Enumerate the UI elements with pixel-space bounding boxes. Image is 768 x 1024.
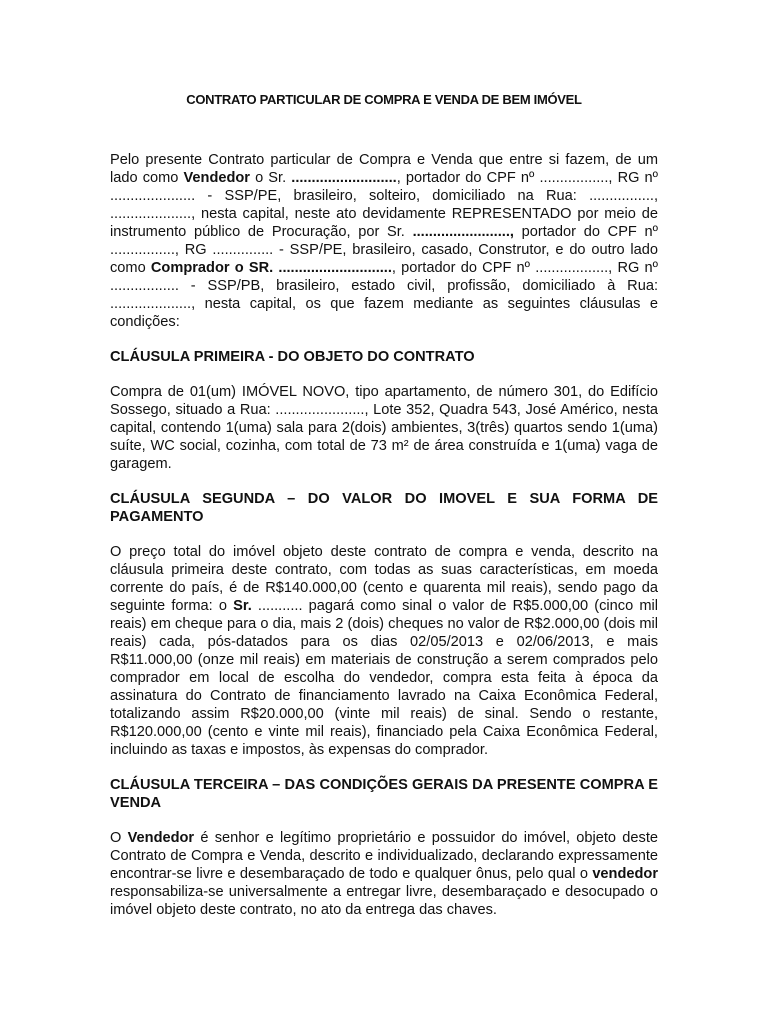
clause-3-run: é senhor e legítimo proprietário e possuidor do imóvel, objeto deste Contrato de Compra e Venda, descrito e individualizado, declarando expressamente encontrar-se livre e desembaraçado de todo e qualquer ônus, pelo qual o xyxy=(110,830,659,882)
intro-run: portador do CPF nº ................, RG ............... - SSP/PE, brasileiro, casado, Construtor, e do outro lado como xyxy=(110,224,658,276)
clause-3-heading: CLÁUSULA TERCEIRA – DAS CONDIÇÕES GERAIS DA PRESENTE COMPRA E VENDA xyxy=(110,777,658,811)
document-title: CONTRATO PARTICULAR DE COMPRA E VENDA DE BEM IMÓVEL xyxy=(186,92,582,107)
clause-2-heading: CLÁUSULA SEGUNDA – DO VALOR DO IMOVEL E SUA FORMA DE PAGAMENTO xyxy=(110,491,658,525)
intro-run: , portador do CPF nº .................., RG nº ................. - SSP/PB, brasileiro, estado civil, profissão, domiciliado à Rua: ...................., nesta capital, os que fazem mediante as seguintes cláusulas e condições: xyxy=(110,260,658,330)
intro-run-bold: .......................... xyxy=(291,170,397,186)
clause-2-run-bold: Sr. xyxy=(233,598,252,614)
clause-3-run: O xyxy=(110,830,128,846)
clause-3-run-bold: Vendedor xyxy=(127,830,195,846)
intro-paragraph xyxy=(110,151,658,331)
intro-run-bold: Comprador o SR. ............................ xyxy=(150,260,392,276)
intro-run: Pelo presente Contrato particular de Compra e Venda que entre si fazem, de um lado como xyxy=(110,152,658,186)
intro-run: o Sr. xyxy=(249,170,292,186)
intro-run-bold: ........................, xyxy=(412,224,514,240)
clause-1-heading: CLÁUSULA PRIMEIRA - DO OBJETO DO CONTRATO xyxy=(110,349,475,365)
clause-3-run-bold: vendedor xyxy=(592,866,658,882)
clause-3-run: responsabiliza-se universalmente a entregar livre, desembaraçado e desocupado o imóvel objeto deste contrato, no ato da entrega das chaves. xyxy=(110,884,658,918)
clause-1-body: Compra de 01(um) IMÓVEL NOVO, tipo apartamento, de número 301, do Edifício Sossego, situado a Rua: ......................, Lote 352, Quadra 543, José Américo, nesta capital, contendo 1(uma) sala para 2(dois) ambientes, 3(três) quartos sendo 1(uma) suíte, WC social, cozinha, com total de 73 m² de área construída e 1(uma) vaga de garagem. xyxy=(110,384,658,472)
clause-2-run: O preço total do imóvel objeto deste contrato de compra e venda, descrito na cláusula primeira deste contrato, com todas as suas características, em moeda corrente do país, é de R$140.000,00 (cento e quarenta mil reais), sendo pago da seguinte forma: o xyxy=(110,544,658,614)
clause-2-run: ........... pagará como sinal o valor de R$5.000,00 (cinco mil reais) em cheque para o dia, mais 2 (dois) cheques no valor de R$2.000,00 (dois mil reais) cada, pós-datados para os dias 02/05/2013 e 02/06/2013, e mais R$11.000,00 (onze mil reais) em materiais de construção a serem comprados pelo comprador em local de escolha do vendedor, compra esta feita à época da assinatura do Contrato de financiamento lavrado na Caixa Econômica Federal, totalizando assim R$20.000,00 (vinte mil reais) de sinal. Sendo o restante, R$120.000,00 (cento e vinte mil reais), financiado pela Caixa Econômica Federal, incluindo as taxas e impostos, às expensas do comprador. xyxy=(110,598,658,758)
intro-run-bold: Vendedor xyxy=(183,170,250,186)
clause-2-body xyxy=(110,543,658,759)
intro-run: , portador do CPF nº ................., RG nº ..................... - SSP/PE, brasileiro, solteiro, domiciliado na Rua: ................, ...................., nesta capital, neste ato devidamente REPRESENTADO por meio de instrumento público de Procuração, por Sr. xyxy=(110,170,659,240)
clause-3-body xyxy=(110,829,658,919)
